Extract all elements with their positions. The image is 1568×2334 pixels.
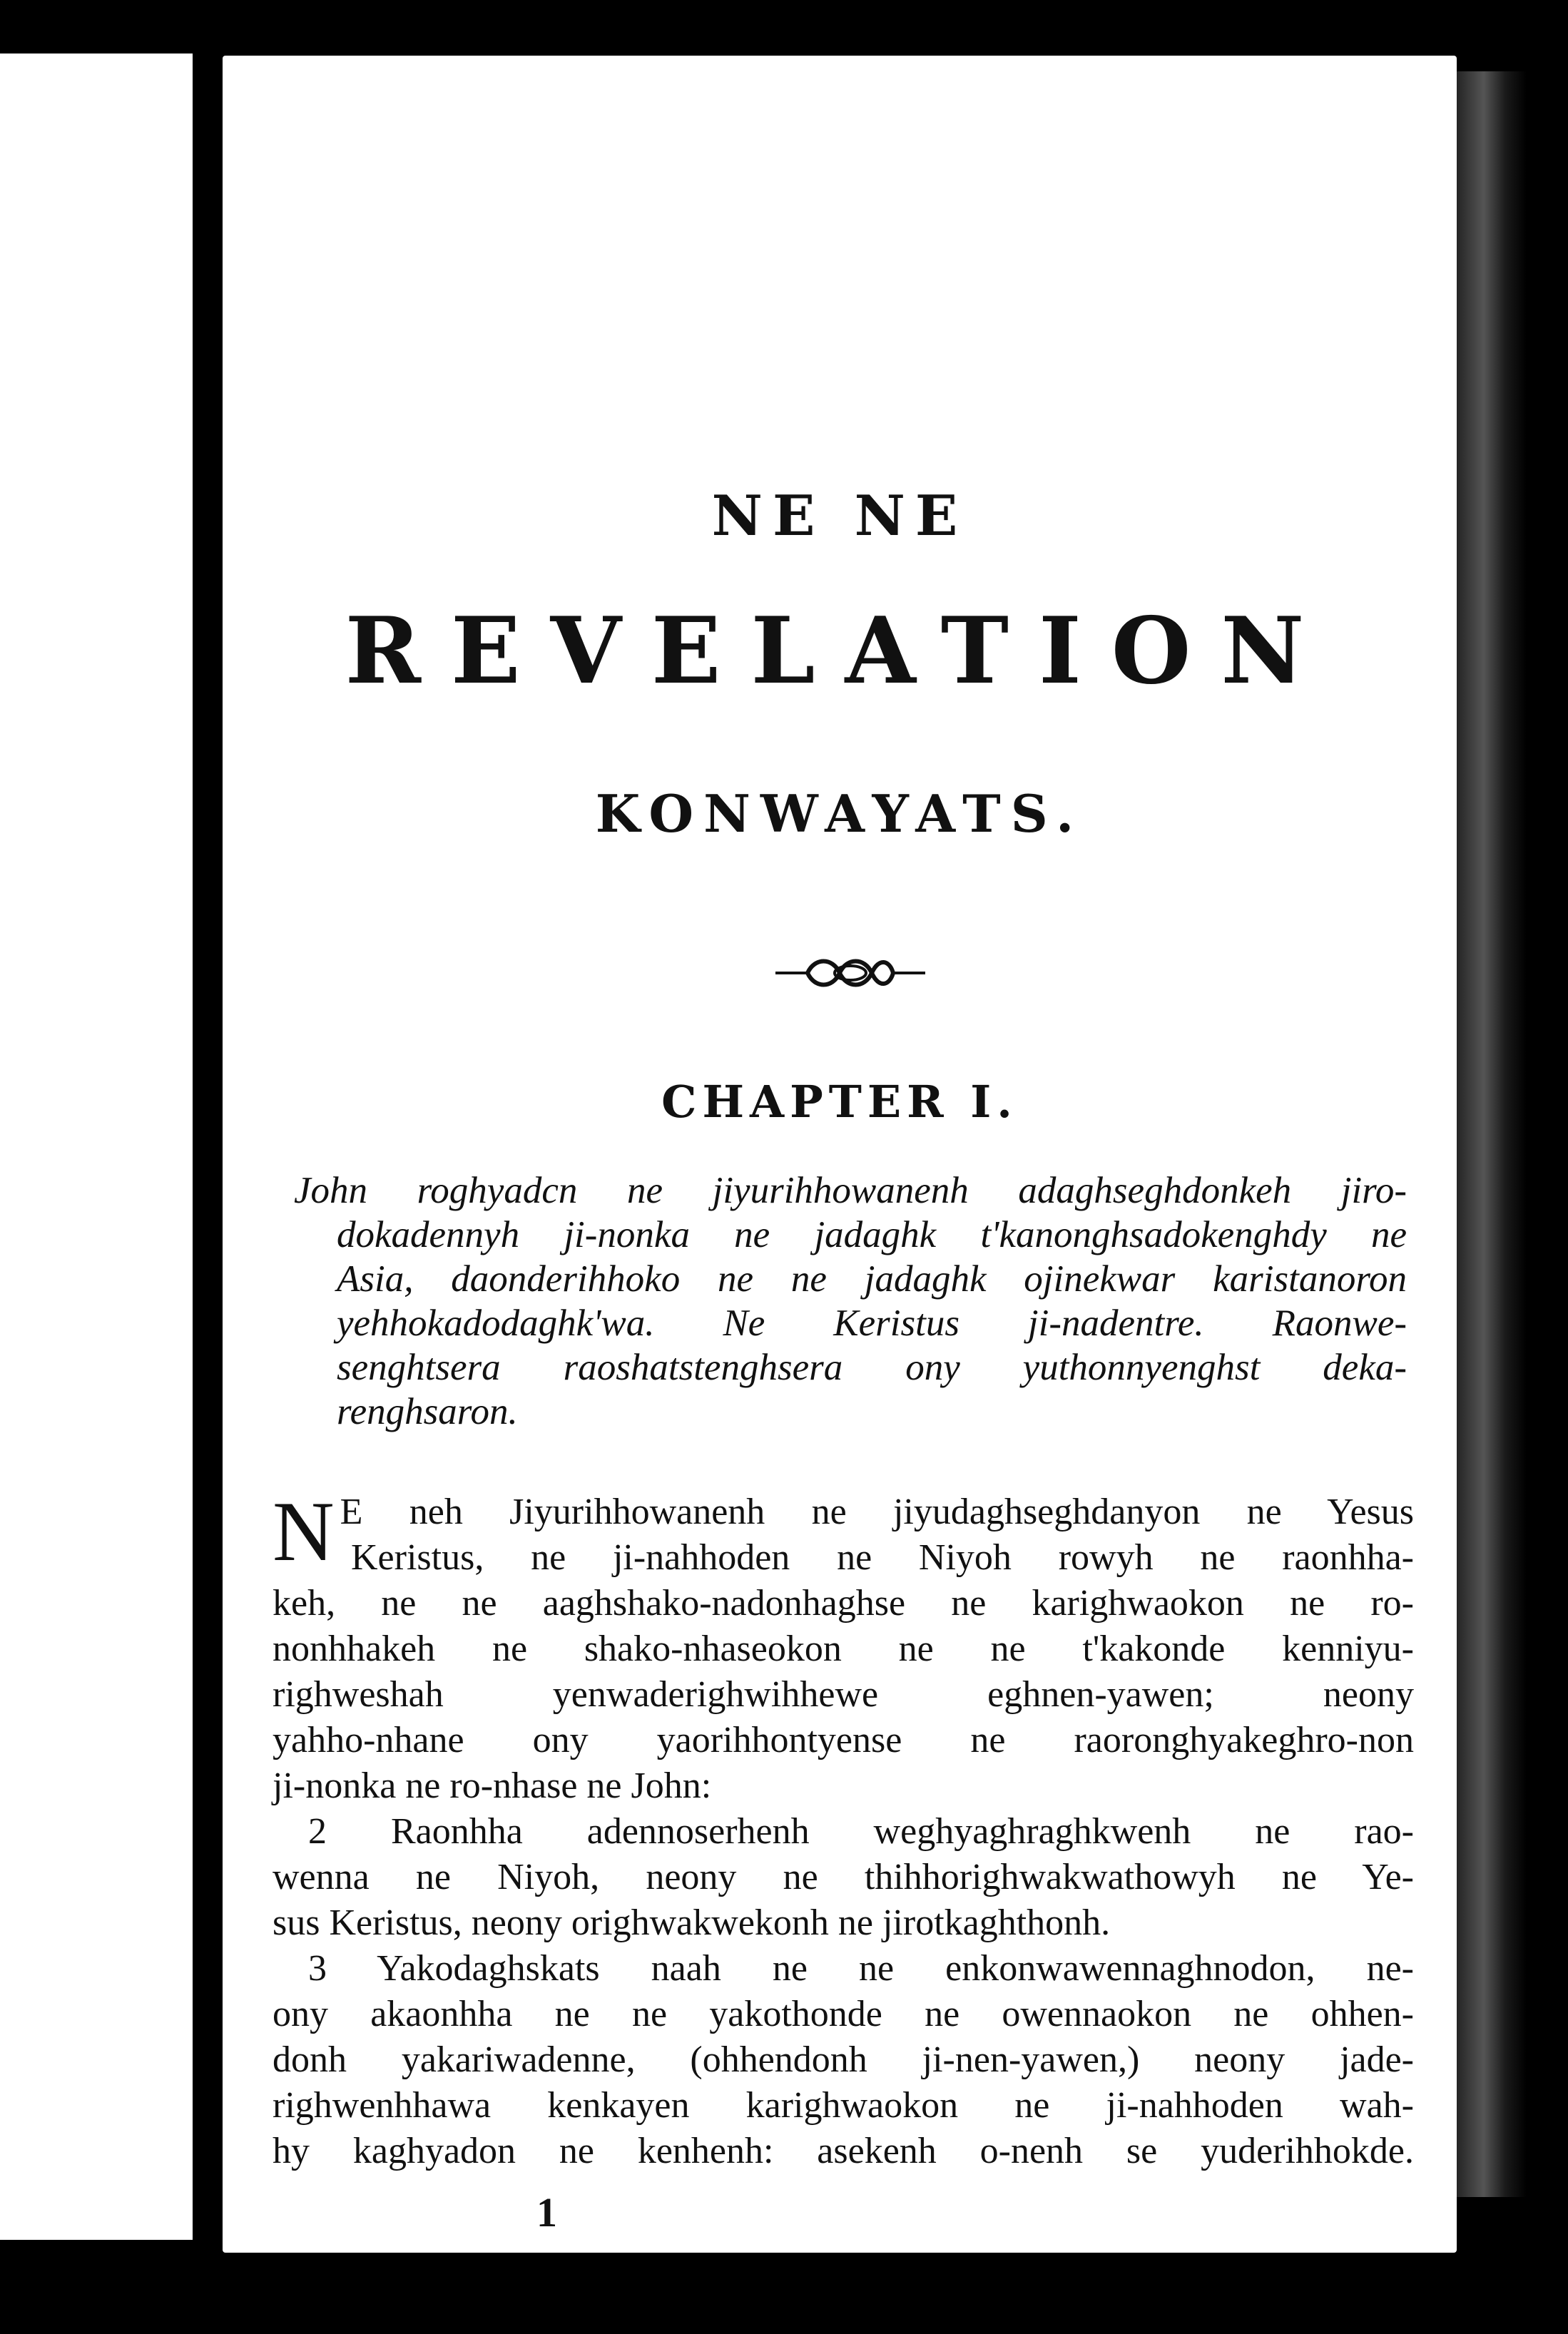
- chapter-body: [273, 1484, 1414, 2174]
- body-line: righweshah yenwaderighwihhewe eghnen-yawen; neony: [273, 1674, 1414, 1715]
- scroll-ornament-icon: [775, 952, 925, 994]
- verse-2-line: 2 Raonhha adennoserhenh weghyaghraghkwenh ne rao-: [308, 1811, 1414, 1852]
- body-line: donh yakariwadenne, (ohhendonh ji-nen-yawen,) neony jade-: [273, 2039, 1414, 2080]
- body-line: ji-nonka ne ro-nhase ne John:: [273, 1765, 712, 1806]
- summary-line: yehhokadodaghk'wa. Ne Keristus ji-nadentre. Raonwe-: [337, 1303, 1407, 1344]
- verse-1-first-line: E neh Jiyurihhowanenh ne jiyudaghseghdanyon ne Yesus: [340, 1492, 1414, 1532]
- summary-line: renghsaron.: [337, 1391, 518, 1432]
- summary-line: senghtsera raoshatstenghsera ony yuthonnyenghst deka-: [337, 1347, 1407, 1388]
- summary-line: John roghyadcn ne jiyurihhowanenh adaghseghdonkeh jiro-: [294, 1170, 1407, 1211]
- body-line: nonhhakeh ne shako-nhaseokon ne ne t'kakonde kenniyu-: [273, 1629, 1414, 1669]
- body-line: keh, ne ne aaghshako-nadonhaghse ne karighwaokon ne ro-: [273, 1583, 1414, 1624]
- body-line: hy kaghyadon ne kenhenh: asekenh o-nenh se yuderihhokde.: [273, 2131, 1414, 2171]
- verse-3-line: 3 Yakodaghskats naah ne ne enkonwawennaghnodon, ne-: [308, 1948, 1414, 1989]
- drop-cap: N: [273, 1484, 335, 1579]
- body-line: righwenhhawa kenkayen karighwaokon ne ji-nahhoden wah-: [273, 2085, 1414, 2126]
- body-line: sus Keristus, neony orighwakwekonh ne jirotkaghthonh.: [273, 1902, 1111, 1943]
- body-line: Keristus, ne ji-nahhoden ne Niyoh rowyh ne raonhha-: [351, 1537, 1414, 1578]
- body-line: yahho-nhane ony yaorihhontyense ne raoronghyakeghro-non: [273, 1720, 1414, 1760]
- page-number: 1: [536, 2189, 557, 2236]
- book-fore-edge: [1455, 71, 1527, 2197]
- chapter-heading: CHAPTER I.: [661, 1076, 1018, 1128]
- chapter-summary: [294, 1168, 1407, 1434]
- summary-line: Asia, daonderihhoko ne ne jadaghk ojinekwar karistanoron: [337, 1258, 1407, 1300]
- title-line-1: NE NE: [711, 484, 968, 549]
- body-line: wenna ne Niyoh, neony ne thihhorighwakwathowyh ne Ye-: [273, 1857, 1414, 1897]
- summary-line: dokadennyh ji-nonka ne jadaghk t'kanonghsadokenghdy ne: [337, 1214, 1407, 1255]
- title-revelation: REVELATION: [345, 598, 1335, 705]
- title-line-3: KONWAYATS.: [595, 783, 1084, 844]
- book-page: [223, 56, 1457, 2253]
- left-page-edge: [0, 53, 193, 2240]
- body-line: ony akaonhha ne ne yakothonde ne owennaokon ne ohhen-: [273, 1994, 1414, 2034]
